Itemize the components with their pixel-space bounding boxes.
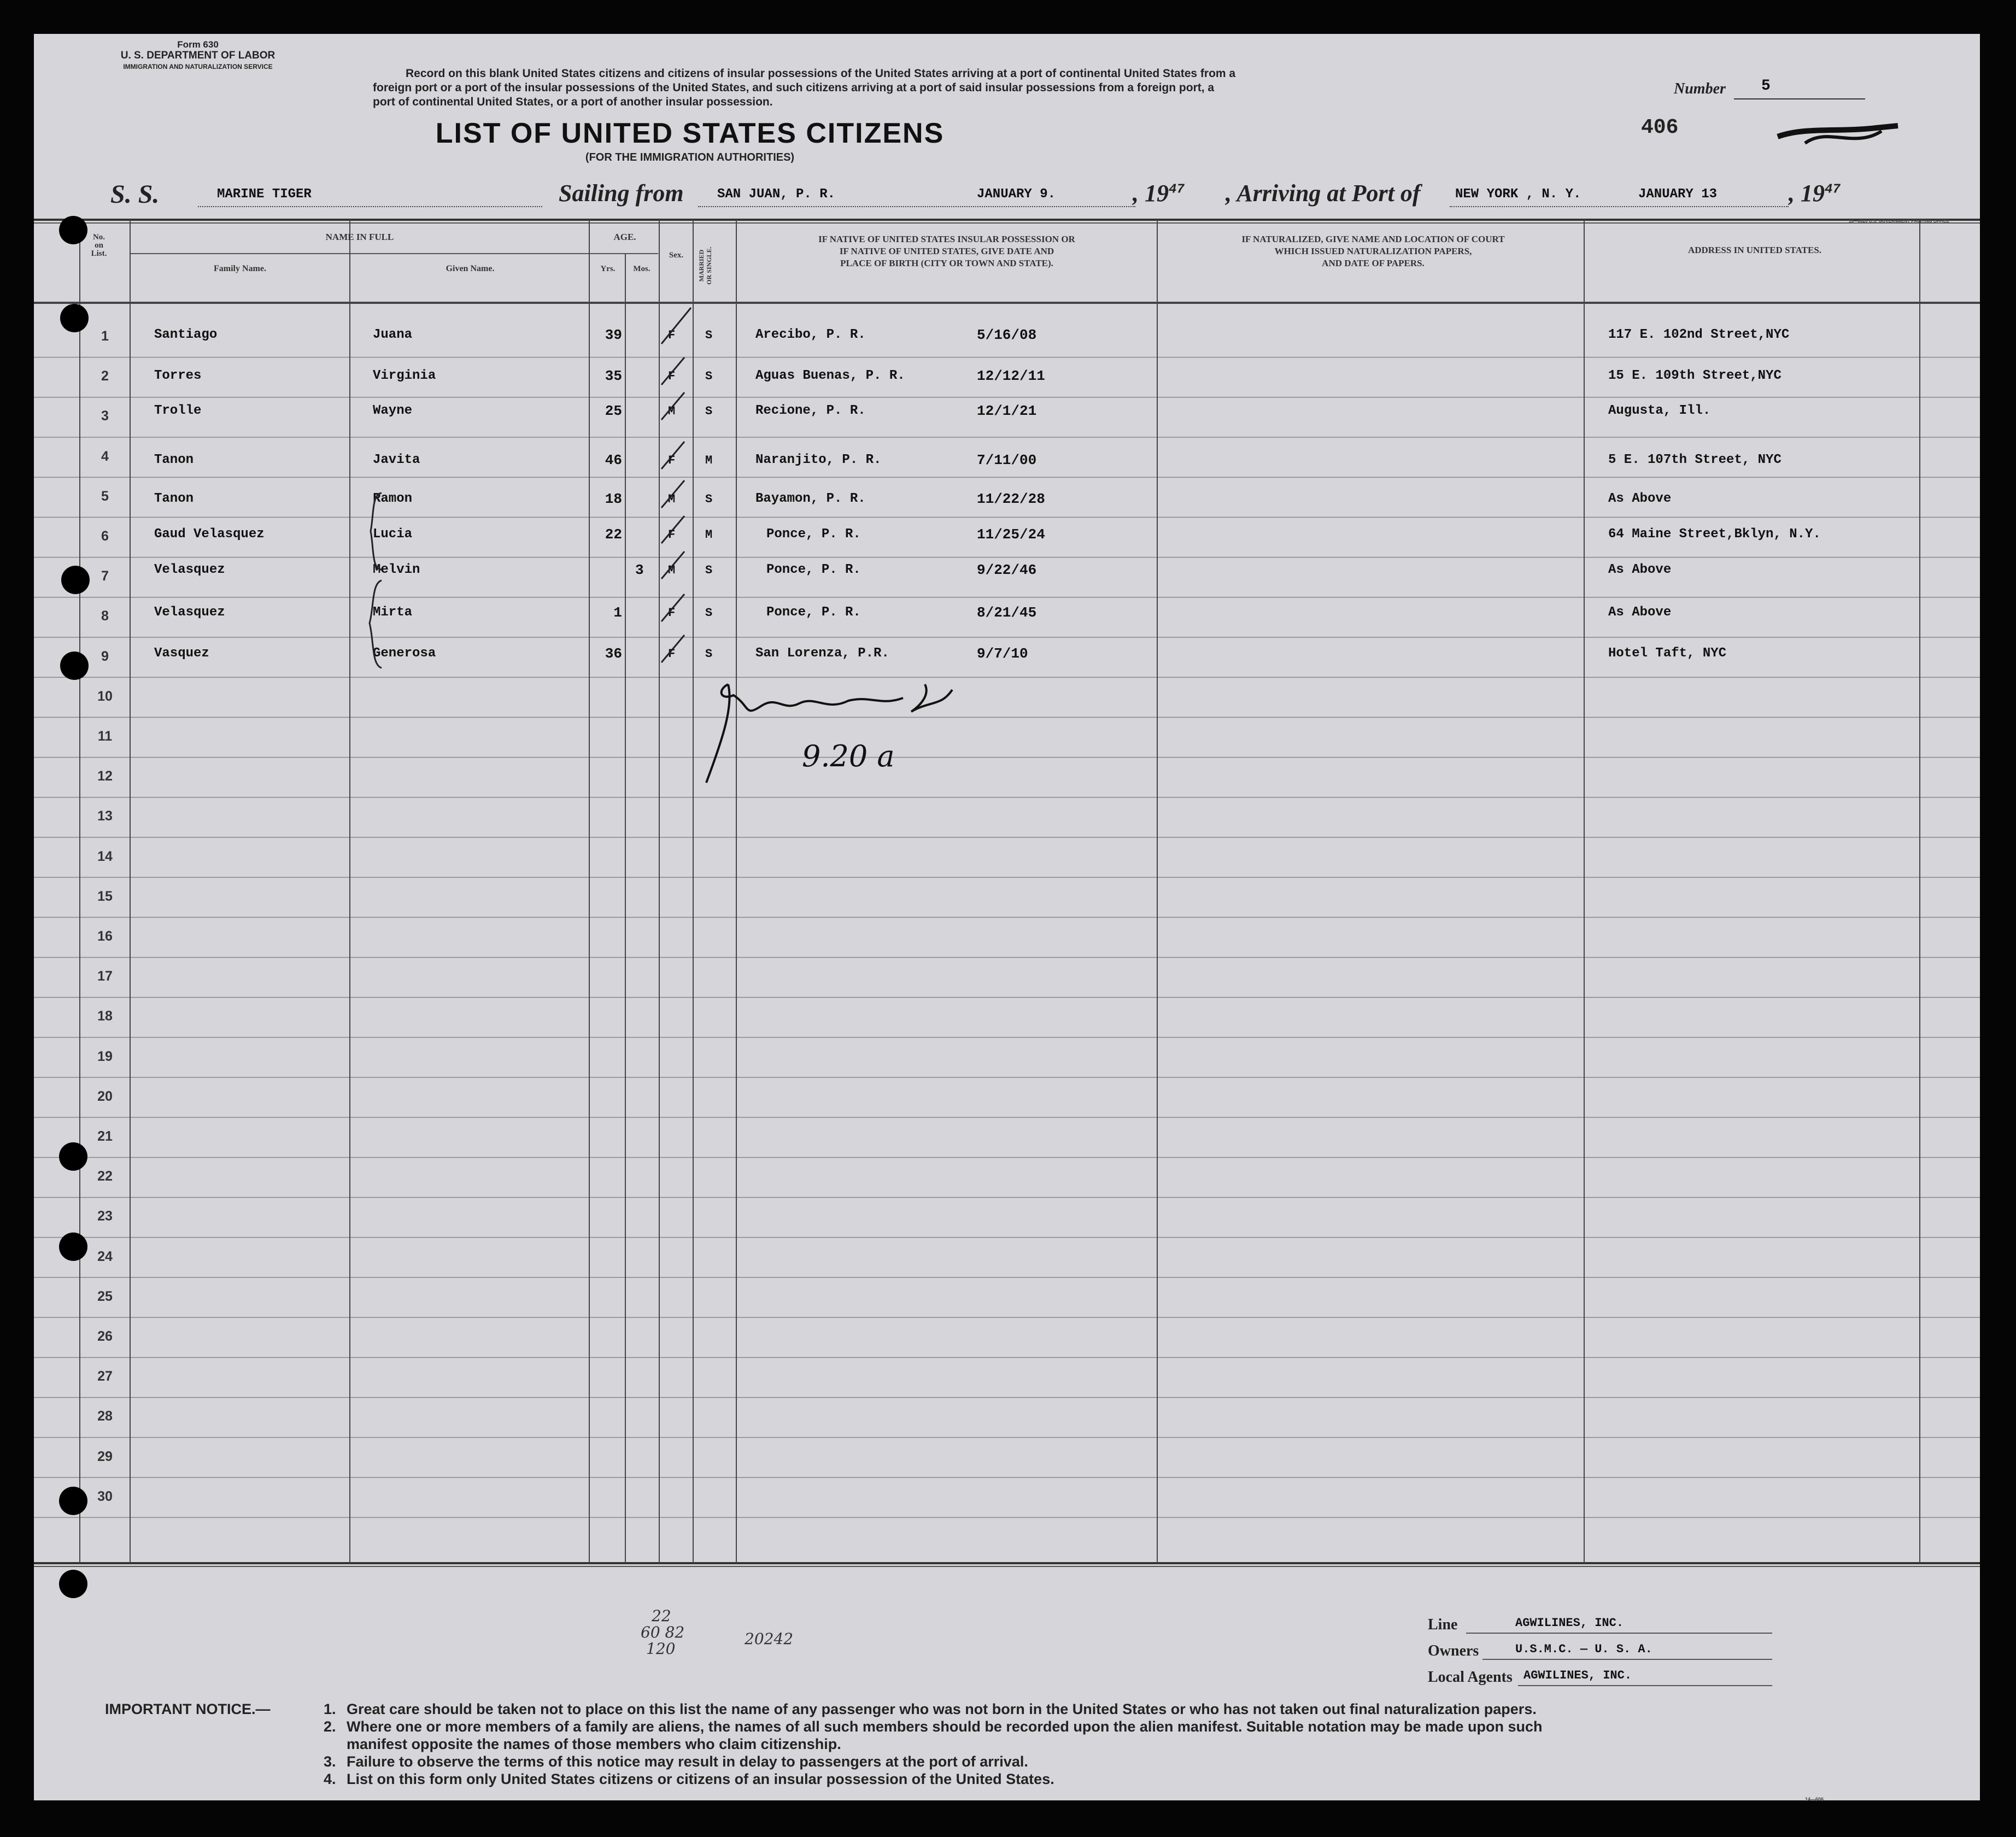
arriving-label-text: Arriving at Port of <box>1236 180 1421 207</box>
col-no-line: List. <box>91 249 107 258</box>
passenger-birthplace: Naranjito, P. R. <box>755 453 882 467</box>
passenger-address: 117 E. 102nd Street,NYC <box>1608 327 1790 342</box>
row-number: 10 <box>97 688 113 704</box>
passenger-sex: F <box>668 647 676 661</box>
col-no-line: No. <box>92 233 106 242</box>
col-married-line: OR SINGLE. <box>705 247 713 285</box>
check-tick <box>657 382 695 425</box>
passenger-marital-status: S <box>705 369 713 383</box>
passenger-given-name: Ramon <box>373 491 413 506</box>
passenger-marital-status: S <box>705 328 713 342</box>
arrival-port: NEW YORK , N. Y. <box>1455 187 1581 202</box>
passenger-birthdate: 9/22/46 <box>977 561 1037 578</box>
passenger-birthplace: Ponce, P. R. <box>766 527 861 542</box>
form-number: Form 630 <box>177 39 219 50</box>
row-number: 24 <box>97 1248 113 1264</box>
notice-item <box>324 1753 1028 1770</box>
notice-item-number: 1. <box>324 1701 336 1717</box>
arrival-date: JANUARY 13 <box>1638 187 1718 202</box>
notice-item-text: manifest opposite the names of those members who claim citizenship. <box>347 1736 841 1752</box>
passenger-given-name: Virginia <box>373 368 436 383</box>
check-tick <box>657 306 695 349</box>
passenger-marital-status: S <box>705 606 713 620</box>
row-number: 9 <box>101 648 109 664</box>
table-grid <box>34 34 1980 1800</box>
binder-hole <box>59 216 87 244</box>
col-address: ADDRESS IN UNITED STATES. <box>1687 245 1822 255</box>
passenger-age-months: 3 <box>635 561 644 578</box>
binder-hole <box>59 1570 87 1598</box>
passenger-family-name: Gaud Velasquez <box>154 527 265 542</box>
passenger-birthdate: 7/11/00 <box>977 451 1037 468</box>
notice-item-text: Failure to observe the terms of this notice may result in delay to passengers at the port of arrival. <box>347 1753 1028 1770</box>
owners-label: Owners <box>1428 1642 1479 1659</box>
binder-hole <box>59 1233 87 1261</box>
line-label: Line <box>1428 1616 1458 1633</box>
instructions-line: foreign port or a port of the insular possessions of the United States, and such citizens arriving at a port of said insular possessions from a foreign port, a <box>373 81 1215 94</box>
passenger-birthplace: San Lorenza, P.R. <box>755 646 889 661</box>
passenger-family-name: Santiago <box>154 327 218 342</box>
family-brackets <box>366 455 388 673</box>
notice-item-text: Where one or more members of a family are aliens, the names of all such members should be recorded upon the alien manifest. Suitable notation may be made upon such <box>347 1718 1543 1735</box>
passenger-address: As Above <box>1608 562 1672 577</box>
passenger-birthdate: 11/25/24 <box>977 526 1045 543</box>
passenger-marital-status: S <box>705 647 713 661</box>
passenger-family-name: Tanon <box>154 453 194 467</box>
instructions-line: Record on this blank United States citizens and citizens of insular possessions of the United States arriving at a port of continental United States from a <box>406 67 1236 80</box>
col-age: AGE. <box>613 232 636 242</box>
notice-item <box>324 1718 1543 1735</box>
arrival-year-suffix: 47 <box>1825 182 1841 197</box>
passenger-birthdate: 8/21/45 <box>977 604 1037 621</box>
inspection-time: 9.20 a <box>802 739 895 773</box>
passenger-family-name: Tanon <box>154 491 194 506</box>
row-number: 23 <box>97 1208 113 1224</box>
row-number: 7 <box>101 568 109 584</box>
from-port: SAN JUAN, P. R. <box>717 187 836 202</box>
row-number: 22 <box>97 1169 113 1184</box>
col-no-line: on <box>95 241 103 250</box>
owners-rule <box>1482 1659 1772 1660</box>
passenger-given-name: Wayne <box>373 403 413 418</box>
col-birth-line: IF NATIVE OF UNITED STATES INSULAR POSSESSION OR <box>818 234 1075 244</box>
row-number: 5 <box>101 488 109 504</box>
department-name: U. S. DEPARTMENT OF LABOR <box>120 50 276 61</box>
passenger-birthdate: 9/7/10 <box>977 645 1028 662</box>
passenger-age-years: 25 <box>605 402 622 419</box>
passenger-age-years: 35 <box>605 367 622 384</box>
row-number: 16 <box>97 929 113 944</box>
passenger-sex: M <box>668 404 676 418</box>
check-tick <box>657 583 695 627</box>
notice-item-text: List on this form only United States citizens or citizens of an insular possession of the United States. <box>347 1771 1054 1787</box>
tally-total: 20242 <box>745 1630 794 1648</box>
check-tick <box>657 541 695 584</box>
passenger-sex: F <box>668 328 676 342</box>
row-number: 21 <box>97 1129 113 1144</box>
sailing-label: Sailing from <box>559 180 684 207</box>
row-number: 26 <box>97 1329 113 1344</box>
notice-item-number: 3. <box>324 1753 336 1770</box>
owners-value: U.S.M.C. — U. S. A. <box>1515 1642 1652 1656</box>
notice-item-text: Great care should be taken not to place on this list the name of any passenger who was not born in the United States or who has not taken out final naturalization papers. <box>347 1701 1537 1717</box>
tally-note: 120 <box>646 1640 676 1658</box>
check-tick <box>657 624 695 668</box>
passenger-age-years: 46 <box>605 451 622 468</box>
sailing-year-suffix: 47 <box>1169 182 1185 197</box>
number-label: Number <box>1674 80 1726 97</box>
passenger-address: As Above <box>1608 491 1672 506</box>
row-number: 4 <box>101 448 109 464</box>
passenger-sex: M <box>668 563 676 577</box>
passenger-birthdate: 5/16/08 <box>977 326 1037 343</box>
tally-notes <box>641 1608 684 1657</box>
tally-note: 60 82 <box>641 1623 685 1641</box>
passenger-given-name: Lucia <box>373 527 413 542</box>
row-number: 17 <box>97 969 113 984</box>
col-married-single <box>698 233 713 298</box>
passenger-birthplace: Aguas Buenas, P. R. <box>755 368 905 383</box>
row-number: 15 <box>97 888 113 904</box>
sailing-date: JANUARY 9. <box>977 187 1056 202</box>
ss-label: S. S. <box>110 180 160 209</box>
row-number: 1 <box>101 328 109 344</box>
passenger-family-name: Velasquez <box>154 605 225 620</box>
binder-hole <box>59 1487 87 1515</box>
passenger-birthplace: Ponce, P. R. <box>766 605 861 620</box>
passenger-age-years: 18 <box>605 490 622 507</box>
col-naturalized-line: WHICH ISSUED NATURALIZATION PAPERS, <box>1274 246 1472 256</box>
col-name-in-full: NAME IN FULL <box>325 232 394 242</box>
stamp-number: 406 <box>1641 116 1679 139</box>
passenger-family-name: Trolle <box>154 403 202 418</box>
passenger-marital-status: S <box>705 492 713 506</box>
row-number: 20 <box>97 1088 113 1104</box>
agents-rule <box>1518 1685 1772 1686</box>
row-number: 28 <box>97 1408 113 1424</box>
notice-item <box>324 1771 1054 1788</box>
passenger-marital-status: M <box>705 527 713 542</box>
passenger-birthdate: 12/1/21 <box>977 402 1037 419</box>
binder-hole <box>60 652 89 680</box>
passenger-sex: F <box>668 527 676 542</box>
passenger-address: 5 E. 107th Street, NYC <box>1608 453 1781 467</box>
sailing-year: , $19^{47}$ <box>1133 180 1185 207</box>
passenger-age-years: 36 <box>605 645 622 662</box>
passenger-age-years: 39 <box>605 326 622 343</box>
row-number: 3 <box>101 408 109 424</box>
form-code: 14—606 <box>1805 1797 1824 1802</box>
passenger-given-name: Melvin <box>373 562 420 577</box>
passenger-sex: F <box>668 453 676 467</box>
instructions-line: port of continental United States, or a port of another insular possession. <box>373 96 773 108</box>
check-tick <box>657 431 695 474</box>
passenger-family-name: Vasquez <box>154 646 209 661</box>
passenger-address: 15 E. 109th Street,NYC <box>1608 368 1781 383</box>
arrival-year-prefix: 19 <box>1801 180 1825 207</box>
service-name: IMMIGRATION AND NATURALIZATION SERVICE <box>123 63 273 71</box>
binder-hole <box>59 1142 87 1171</box>
col-birth-line: IF NATIVE OF UNITED STATES, GIVE DATE AND <box>839 246 1054 256</box>
passenger-address: Augusta, Ill. <box>1608 403 1711 418</box>
agents-value: AGWILINES, INC. <box>1523 1669 1632 1682</box>
passenger-birthplace: Arecibo, P. R. <box>755 327 866 342</box>
passenger-given-name: Juana <box>373 327 413 342</box>
row-number: 18 <box>97 1008 113 1024</box>
passenger-marital-status: S <box>705 404 713 418</box>
col-given-name: Given Name. <box>446 264 495 273</box>
page-subtitle: (FOR THE IMMIGRATION AUTHORITIES) <box>585 151 795 163</box>
passenger-birthplace: Ponce, P. R. <box>766 562 861 577</box>
tally-note: 22 <box>652 1607 671 1625</box>
col-naturalized-line: AND DATE OF PAPERS. <box>1322 258 1425 268</box>
row-number: 29 <box>97 1448 113 1464</box>
passenger-sex: F <box>668 369 676 383</box>
binder-hole <box>60 304 89 332</box>
passenger-given-name: Javita <box>373 453 420 467</box>
col-naturalized <box>1160 233 1586 269</box>
row-number: 13 <box>97 808 113 824</box>
passenger-address: Hotel Taft, NYC <box>1608 646 1727 661</box>
agents-label: Local Agents <box>1428 1669 1513 1686</box>
row-number: 19 <box>97 1048 113 1064</box>
row-number: 12 <box>97 768 113 784</box>
col-age-years: Yrs. <box>600 265 616 273</box>
passenger-given-name: Mirta <box>373 605 413 620</box>
notice-item-number: 2. <box>324 1718 336 1735</box>
passenger-marital-status: M <box>705 453 713 467</box>
row-number: 30 <box>97 1488 113 1504</box>
passenger-birthplace: Bayamon, P. R. <box>755 491 866 506</box>
passenger-age-years: 1 <box>613 604 622 621</box>
row-number: 14 <box>97 848 113 864</box>
binder-hole <box>61 566 90 594</box>
number-value: 5 <box>1761 78 1771 95</box>
passenger-birthdate: 11/22/28 <box>977 490 1045 507</box>
passenger-family-name: Velasquez <box>154 562 225 577</box>
passenger-address: 64 Maine Street,Bklyn, N.Y. <box>1608 527 1821 542</box>
line-value: AGWILINES, INC. <box>1515 1616 1624 1630</box>
col-birth-line: PLACE OF BIRTH (CITY OR TOWN AND STATE). <box>840 258 1053 268</box>
notice-item-number: 4. <box>324 1771 336 1787</box>
passenger-sex: M <box>668 492 676 506</box>
passenger-age-years: 22 <box>605 526 622 543</box>
arrival-year: , $19^{47}$ <box>1789 180 1841 207</box>
passenger-marital-status: S <box>705 563 713 577</box>
notice-item <box>324 1736 841 1753</box>
col-sex: Sex. <box>669 251 684 260</box>
row-number: 11 <box>97 729 113 744</box>
ship-name: MARINE TIGER <box>217 187 312 202</box>
passenger-birthplace: Recione, P. R. <box>755 403 866 418</box>
passenger-birthdate: 12/12/11 <box>977 367 1045 384</box>
row-number: 27 <box>97 1369 113 1384</box>
notice-heading: IMPORTANT NOTICE.— <box>105 1701 271 1717</box>
col-birth <box>739 233 1154 269</box>
passenger-address: As Above <box>1608 605 1672 620</box>
row-number: 8 <box>101 608 109 624</box>
col-age-months: Mos. <box>633 265 650 273</box>
arriving-label: , Arriving at Port of <box>1226 180 1421 207</box>
notice-item <box>324 1701 1537 1718</box>
col-married-line: MARRIED <box>698 249 705 282</box>
passenger-given-name: Generosa <box>373 646 436 661</box>
page-title: LIST OF UNITED STATES CITIZENS <box>435 118 945 149</box>
row-number: 25 <box>97 1288 113 1304</box>
line-rule <box>1466 1633 1772 1634</box>
printer-mark: 16—8020 U.S. GOVERNMENT PRINTING OFFICE <box>1849 219 1950 224</box>
passenger-family-name: Torres <box>154 368 202 383</box>
passenger-sex: F <box>668 606 676 620</box>
col-naturalized-line: IF NATURALIZED, GIVE NAME AND LOCATION OF COURT <box>1241 234 1505 244</box>
col-family-name: Family Name. <box>214 264 266 273</box>
manifest-sheet <box>34 34 1980 1800</box>
row-number: 6 <box>101 529 109 544</box>
row-number: 2 <box>101 368 109 384</box>
year-prefix: 19 <box>1145 180 1169 207</box>
